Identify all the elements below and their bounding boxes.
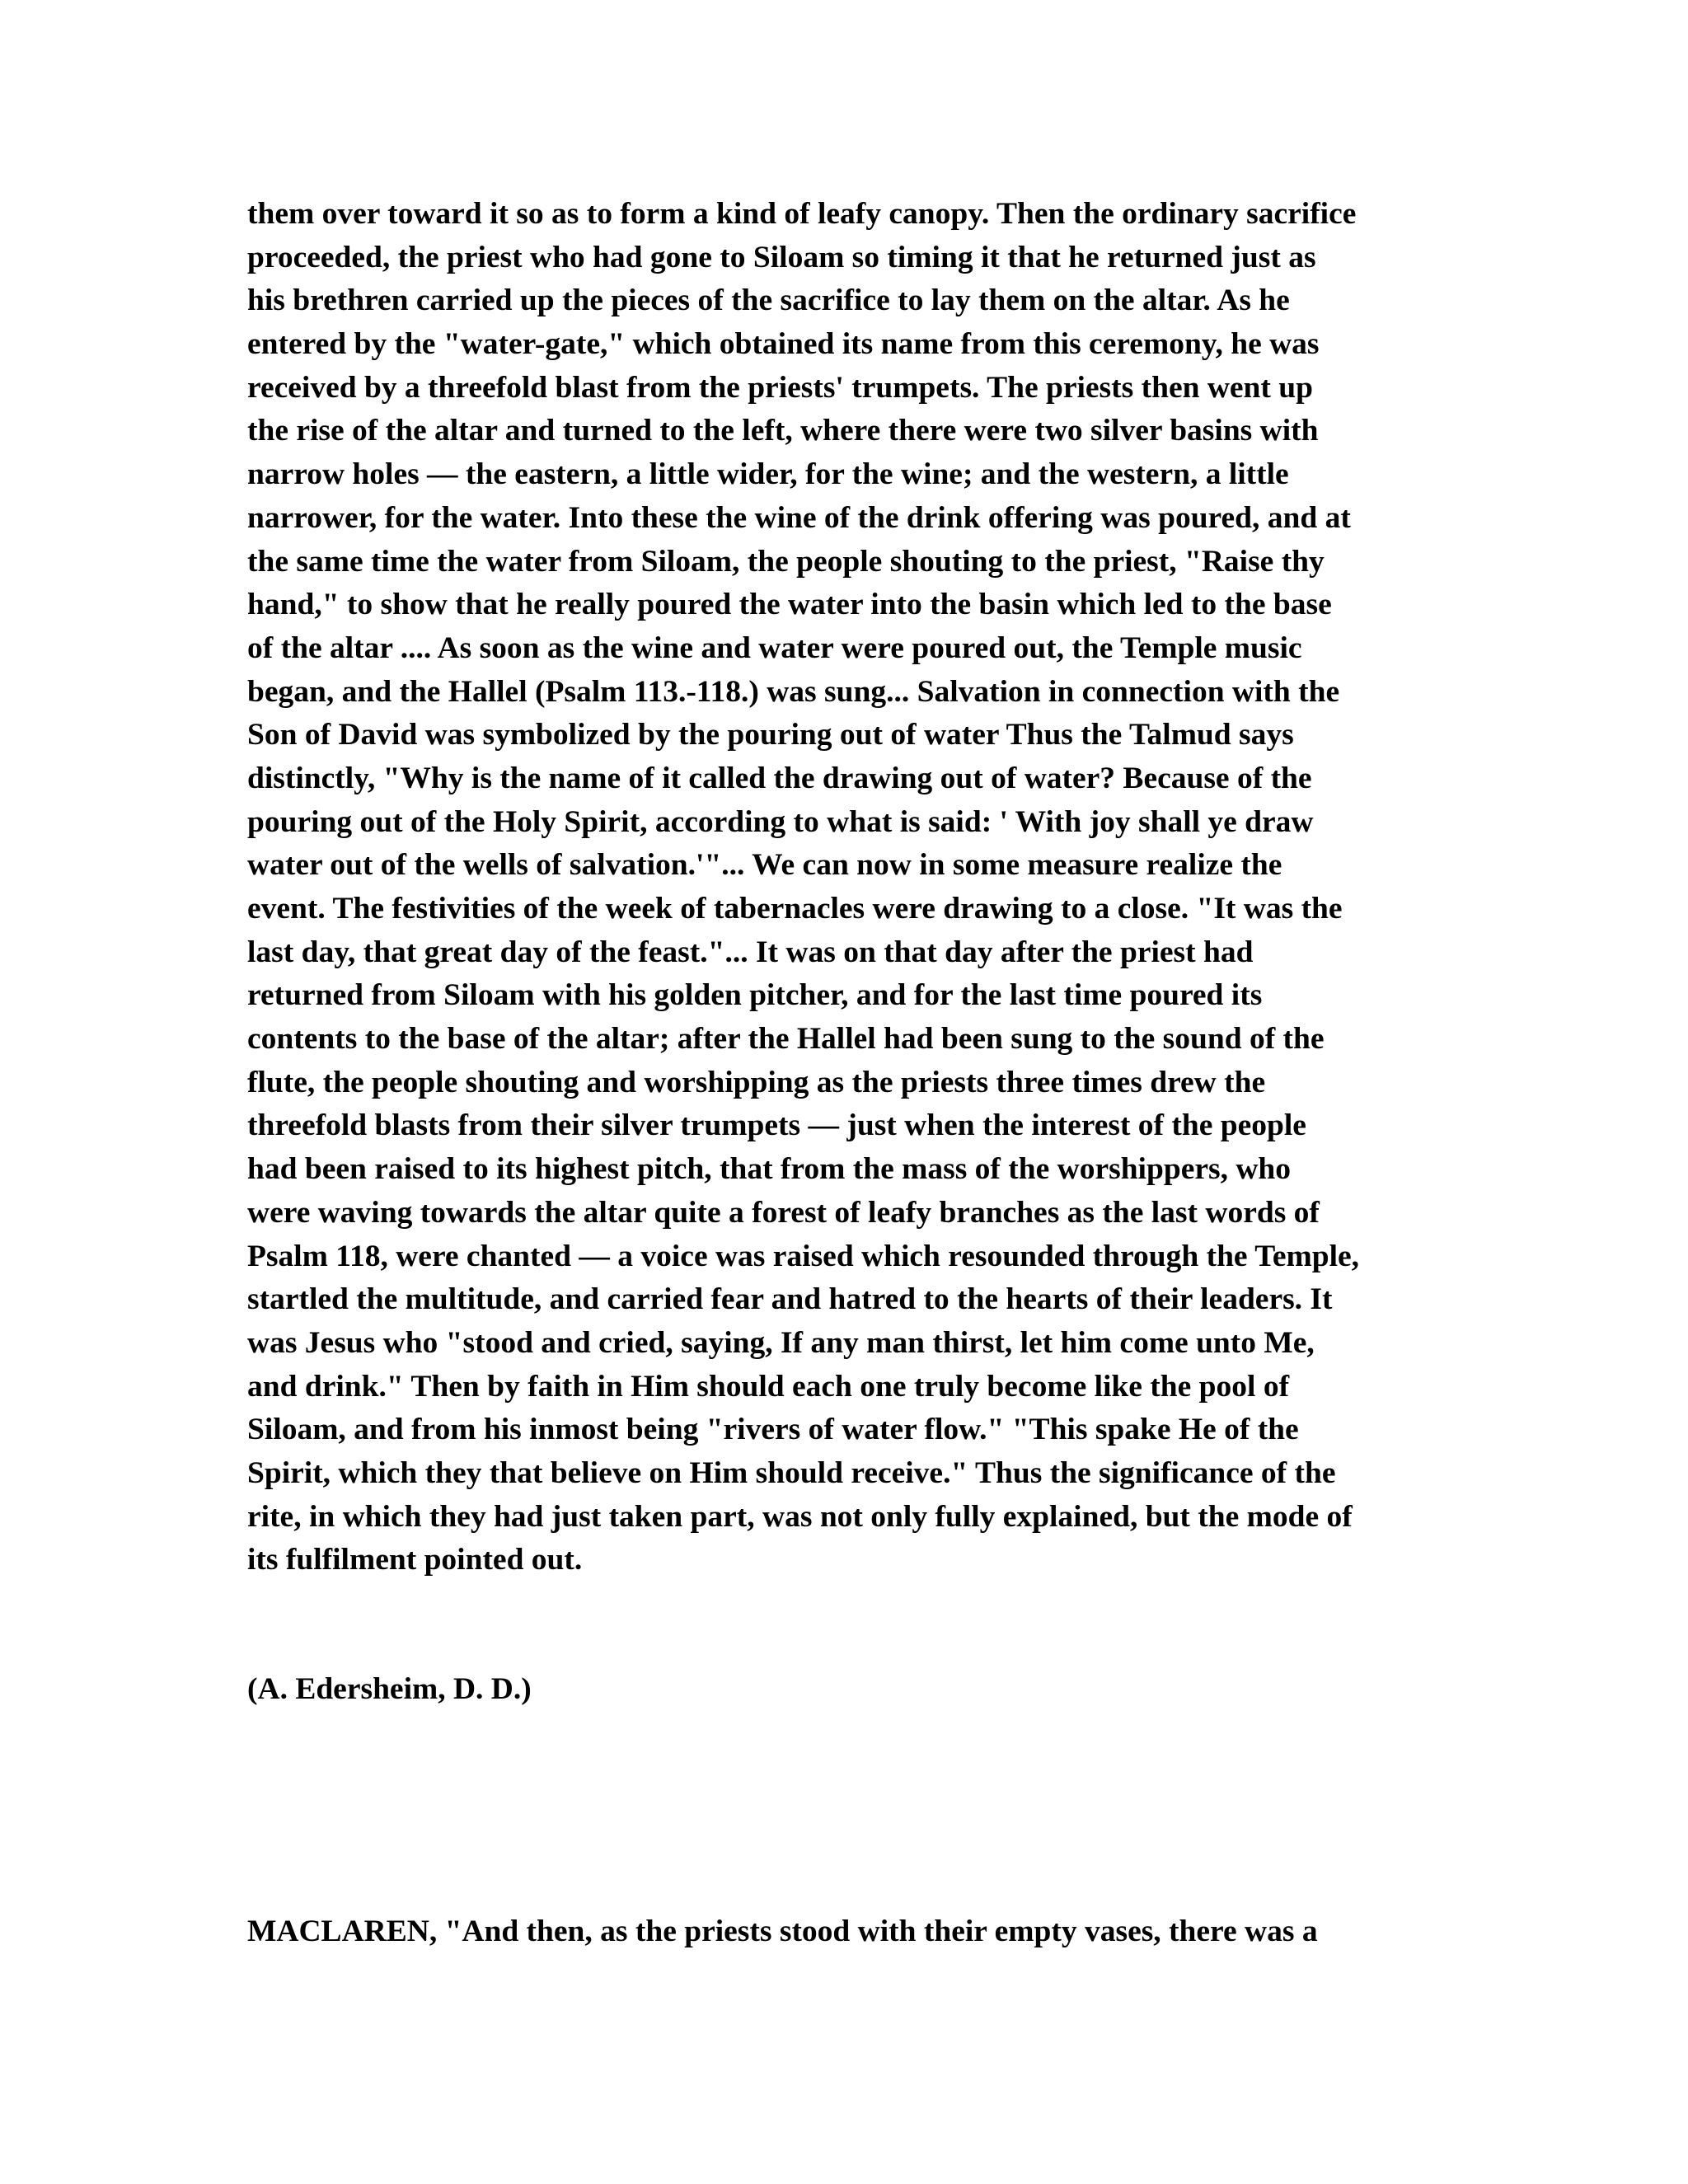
text-line: Siloam, and from his inmost being "rivers of water flow." "This spake He of the	[247, 1413, 1299, 1447]
text-line: Psalm 118, were chanted — a voice was raised which resounded through the Temple,	[247, 1239, 1360, 1273]
text-line: startled the multitude, and carried fear and hatred to the hearts of their leaders. It	[247, 1282, 1333, 1317]
text-line: proceeded, the priest who had gone to Siloam so timing it that he returned just as	[247, 240, 1316, 274]
text-line: narrow holes — the eastern, a little wider, for the wine; and the western, a little	[247, 457, 1289, 492]
text-line: them over toward it so as to form a kind of leafy canopy. Then the ordinary sacrifice	[247, 197, 1357, 231]
text-line: last day, that great day of the feast."... It was on that day after the priest had	[247, 935, 1254, 969]
text-line: began, and the Hallel (Psalm 113.-118.) was sung... Salvation in connection with the	[247, 674, 1340, 709]
text-line: entered by the "water-gate," which obtained its name from this ceremony, he was	[247, 327, 1320, 362]
text-line: hand," to show that he really poured the water into the basin which led to the base	[247, 588, 1332, 622]
text-line: had been raised to its highest pitch, that from the mass of the worshippers, who	[247, 1152, 1292, 1187]
text-line: of the altar .... As soon as the wine and water were poured out, the Temple music	[247, 630, 1302, 665]
attribution-line: (A. Edersheim, D. D.)	[247, 1672, 532, 1706]
maclaren-paragraph	[247, 1910, 1447, 1954]
text-line: his brethren carried up the pieces of the sacrifice to lay them on the altar. As he	[247, 284, 1290, 318]
attribution	[247, 1668, 1447, 1712]
text-line: was Jesus who "stood and cried, saying, If any man thirst, let him come unto Me,	[247, 1325, 1315, 1360]
text-line: were waving towards the altar quite a forest of leafy branches as the last words of	[247, 1195, 1320, 1230]
text-line: narrower, for the water. Into these the wine of the drink offering was poured, and at	[247, 500, 1351, 535]
text-line: flute, the people shouting and worshipping as the priests three times drew the	[247, 1065, 1266, 1099]
text-line: returned from Siloam with his golden pitcher, and for the last time poured its	[247, 978, 1263, 1013]
text-line: and drink." Then by faith in Him should each one truly become like the pool of	[247, 1369, 1290, 1404]
text-line: the rise of the altar and turned to the left, where there were two silver basins with	[247, 414, 1319, 448]
text-line: contents to the base of the altar; after the Hallel had been sung to the sound of the	[247, 1022, 1325, 1057]
text-line: threefold blasts from their silver trumpets — just when the interest of the people	[247, 1108, 1306, 1143]
text-line: event. The festivities of the week of tabernacles were drawing to a close. "It was the	[247, 892, 1343, 926]
text-line: pouring out of the Holy Spirit, according to what is said: ' With joy shall ye draw	[247, 804, 1314, 839]
text-line: its fulfilment pointed out.	[247, 1543, 583, 1577]
text-line: distinctly, "Why is the name of it called the drawing out of water? Because of the	[247, 761, 1312, 795]
text-line: MACLAREN, "And then, as the priests stood with their empty vases, there was a	[247, 1915, 1318, 1948]
text-line: water out of the wells of salvation.'"... We can now in some measure realize the	[247, 848, 1282, 883]
main-paragraph	[247, 193, 1447, 1582]
text-line: Son of David was symbolized by the pouring out of water Thus the Talmud says	[247, 718, 1294, 752]
text-line: received by a threefold blast from the priests' trumpets. The priests then went up	[247, 370, 1313, 405]
text-line: rite, in which they had just taken part, was not only fully explained, but the mode of	[247, 1499, 1353, 1534]
text-line: the same time the water from Siloam, the people shouting to the priest, "Raise thy	[247, 544, 1325, 579]
text-line: Spirit, which they that believe on Him should receive." Thus the significance of the	[247, 1455, 1336, 1490]
